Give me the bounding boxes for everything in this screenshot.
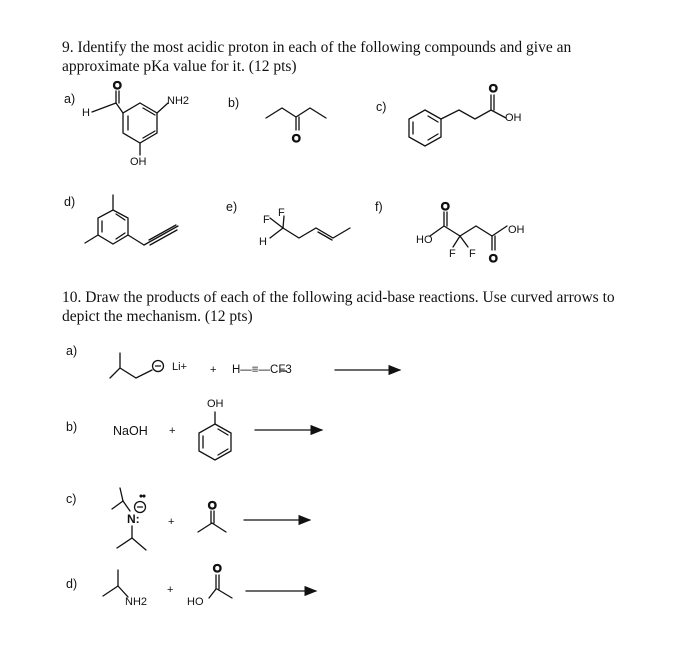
atom-o-f1: O <box>441 201 450 213</box>
atom-f-4: F <box>469 248 476 260</box>
atom-o-acid-c: O <box>489 83 498 95</box>
atom-nh2: NH2 <box>167 95 190 107</box>
question-9-line-2: approximate pKa value for it. (12 pts) <box>62 58 297 75</box>
structure-9e <box>270 216 350 240</box>
q9-label-f: f) <box>375 200 383 214</box>
q9-label-c: c) <box>376 100 387 114</box>
atom-oh-acid-c: OH <box>505 112 522 124</box>
structure-9c <box>409 95 506 146</box>
structure-9f <box>430 212 507 250</box>
atom-ho-f: HO <box>416 234 433 246</box>
question-10-line-2: depict the mechanism. (12 pts) <box>62 308 253 325</box>
question-10-line-1: 10. Draw the products of each of the following acid-base reactions. Use curved arrows to <box>62 289 615 306</box>
q10-label-b: b) <box>66 420 78 434</box>
structure-9d <box>85 195 178 245</box>
atom-oh-phenol-b: OH <box>207 398 224 410</box>
q10-label-c: c) <box>66 492 77 506</box>
plus-d: + <box>167 584 174 596</box>
naoh: NaOH <box>113 424 148 438</box>
atom-oh-f: OH <box>508 224 525 236</box>
atom-h-e: H <box>259 236 267 248</box>
question-9-line-1: 9. Identify the most acidic proton in each of the following compounds and give an <box>62 39 572 56</box>
structure-10b <box>199 412 322 460</box>
atom-f-1: F <box>263 214 270 226</box>
atom-o-f2: O <box>489 253 498 265</box>
q9-label-a: a) <box>64 92 76 106</box>
atom-ho-d: HO <box>187 596 204 608</box>
atom-o-aldehyde: O <box>113 80 122 92</box>
structure-10c-acetone <box>198 511 310 532</box>
structure-9b <box>266 108 326 130</box>
atom-o-acetone: O <box>208 500 217 512</box>
amide-nitrogen: N: <box>127 512 140 526</box>
structure-10d <box>103 570 128 597</box>
structure-10d-acid <box>209 575 316 598</box>
structure-9a <box>92 91 168 155</box>
trifluoropropyne: H—≡—CF3 <box>232 364 292 376</box>
atom-h-aldehyde: H <box>82 107 90 119</box>
atom-o-acetic: O <box>213 563 222 575</box>
structure-10a <box>110 353 400 378</box>
lithium-cation: Li+ <box>172 361 187 373</box>
q10-label-a: a) <box>66 344 78 358</box>
q9-label-e: e) <box>226 200 238 214</box>
atom-nh2-d: NH2 <box>125 596 148 608</box>
q9-label-d: d) <box>64 195 76 209</box>
atom-oh-phenol-a: OH <box>130 156 147 168</box>
plus-b: + <box>169 425 176 437</box>
atom-f-3: F <box>449 248 456 260</box>
structure-10c <box>112 488 146 550</box>
plus-a: + <box>210 364 217 376</box>
atom-f-2: F <box>278 207 285 219</box>
atom-o-ketone: O <box>292 133 301 145</box>
q10-label-d: d) <box>66 577 78 591</box>
q9-label-b: b) <box>228 96 240 110</box>
plus-c: + <box>168 516 175 528</box>
